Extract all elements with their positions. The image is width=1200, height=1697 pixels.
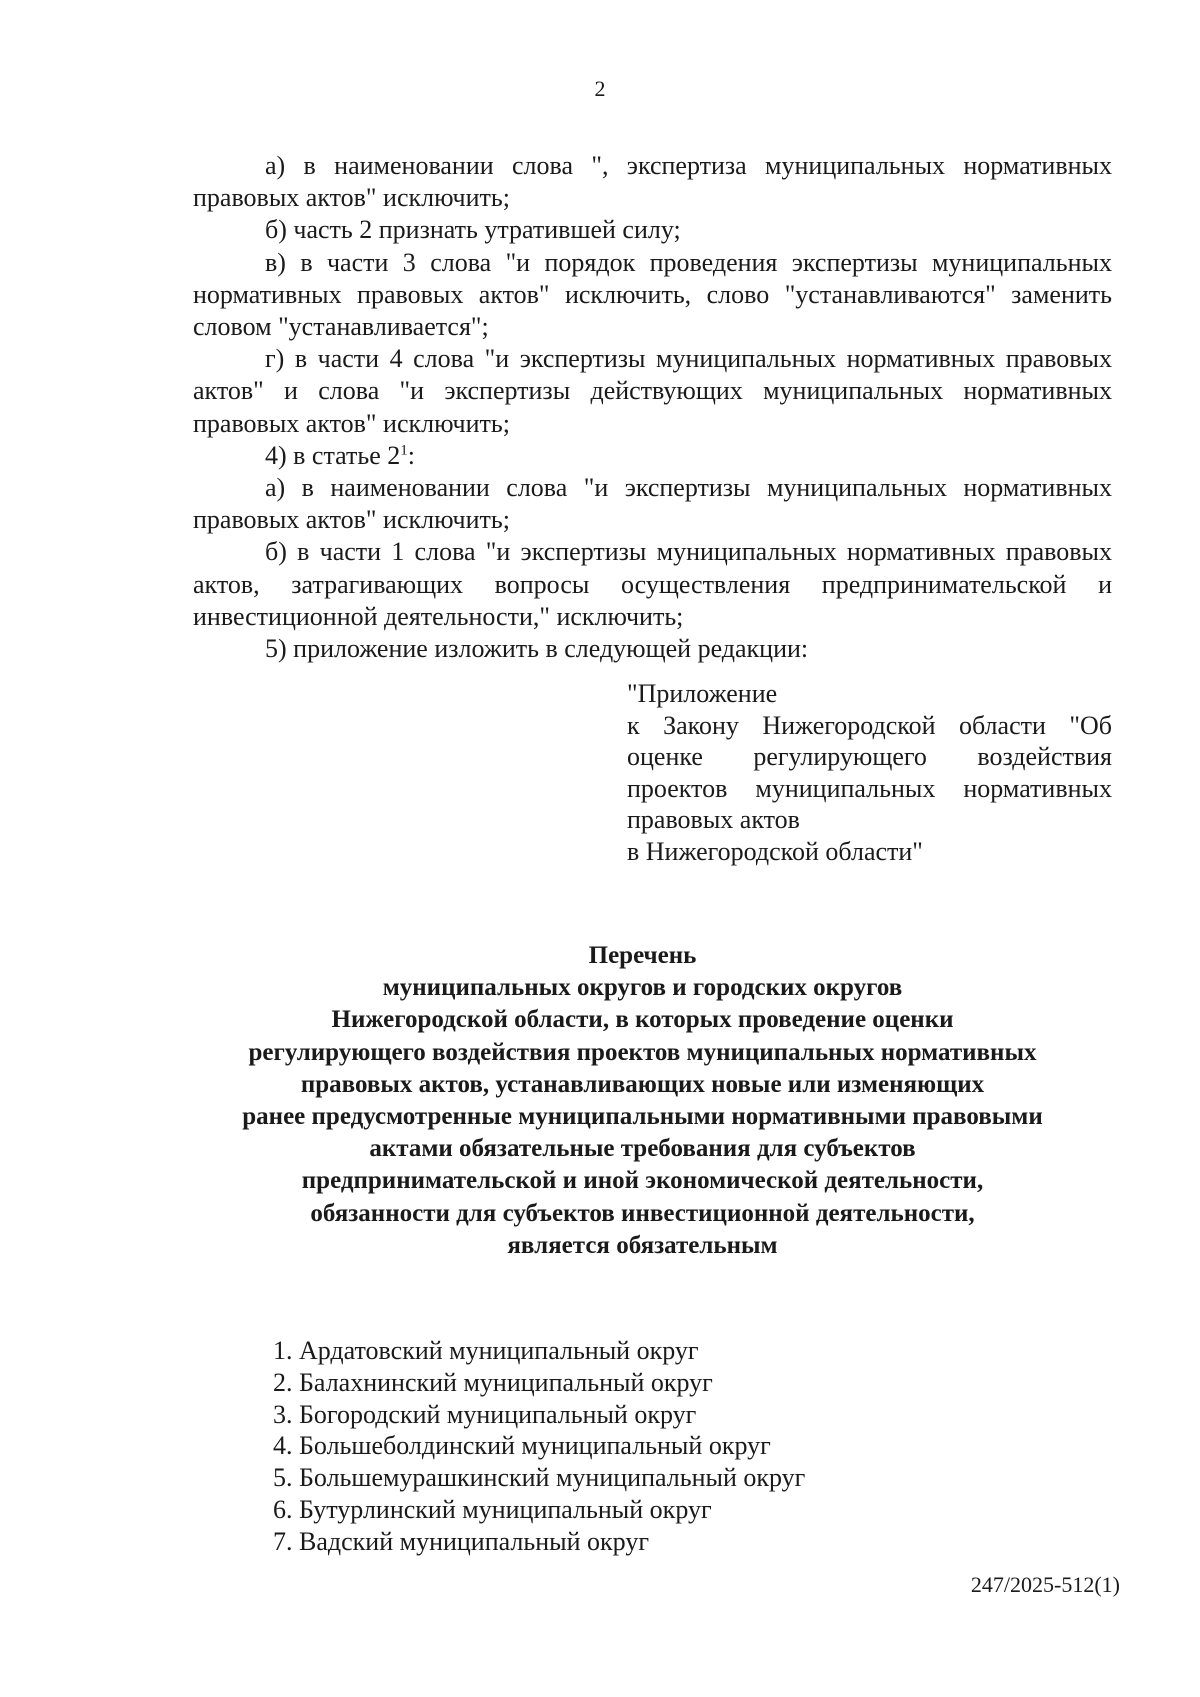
paragraph-3v: в) в части 3 слова "и порядок проведения экспертизы муниципальных нормативных правовых актов" исключить, слово "устанавливаются" заменить словом "устанавливается"; bbox=[193, 247, 1112, 342]
appendix-line-2: к Закону Нижегородской области "Об оценке регулирующего воздействия проектов муниципальных нормативных правовых актов bbox=[627, 710, 1112, 834]
article-item-superscript: 1 bbox=[400, 442, 408, 459]
list-item: 3. Богородский муниципальный округ bbox=[273, 1399, 697, 1429]
article-item-prefix: 4) в статье 2 bbox=[265, 440, 401, 470]
appendix-block bbox=[627, 678, 1112, 867]
list-item: 6. Бутурлинский муниципальный округ bbox=[273, 1494, 712, 1524]
list-heading bbox=[160, 940, 1125, 1262]
list-item: 7. Вадский муниципальный округ bbox=[273, 1526, 649, 1556]
appendix-line-3: в Нижегородской области" bbox=[627, 836, 923, 866]
list-item: 5. Большемурашкинский муниципальный округ bbox=[273, 1463, 806, 1493]
paragraph-3b: б) часть 2 признать утратившей силу; bbox=[265, 215, 681, 245]
amendment-text bbox=[193, 150, 1112, 665]
paragraph-4a: а) в наименовании слова "и экспертизы муниципальных нормативных правовых актов" исключить; bbox=[193, 473, 1112, 535]
list-item: 4. Большеболдинский муниципальный округ bbox=[273, 1431, 771, 1461]
list-item: 1. Ардатовский муниципальный округ bbox=[273, 1336, 699, 1365]
article-item-4 bbox=[193, 440, 1112, 472]
heading-line: Нижегородской области, в которых проведение оценки bbox=[331, 1006, 954, 1034]
heading-line: правовых актов, устанавливающих новые или изменяющих bbox=[300, 1070, 985, 1098]
heading-line: является обязательным bbox=[507, 1231, 778, 1259]
heading-line: регулирующего воздействия проектов муниципальных нормативных bbox=[248, 1038, 1037, 1066]
heading-line: Перечень bbox=[588, 942, 697, 969]
district-list bbox=[273, 1335, 805, 1558]
list-item: 2. Балахнинский муниципальный округ bbox=[273, 1367, 713, 1397]
paragraph-3a: а) в наименовании слова ", экспертиза муниципальных нормативных правовых актов" исключить; bbox=[193, 151, 1112, 213]
heading-line: ранее предусмотренные муниципальными нормативными правовыми bbox=[242, 1103, 1043, 1131]
paragraph-4b: б) в части 1 слова "и экспертизы муниципальных нормативных правовых актов, затрагивающих вопросы осуществления предпринимательской и инвестиционной деятельности," исключить; bbox=[193, 537, 1112, 631]
heading-line: муниципальных округов и городских округов bbox=[382, 974, 903, 1002]
heading-line: актами обязательные требования для субъектов bbox=[369, 1135, 916, 1163]
heading-line: предпринимательской и иной экономической деятельности, bbox=[301, 1167, 984, 1195]
paragraph-3g: г) в части 4 слова "и экспертизы муниципальных нормативных правовых актов" и слова "и экспертизы действующих муниципальных нормативных правовых актов" исключить; bbox=[193, 344, 1112, 438]
appendix-line-1: "Приложение bbox=[627, 679, 778, 708]
document-code: 247/2025-512(1) bbox=[970, 1572, 1120, 1597]
heading-line: обязанности для субъектов инвестиционной деятельности, bbox=[310, 1199, 975, 1227]
page-number: 2 bbox=[594, 76, 606, 101]
paragraph-5: 5) приложение изложить в следующей редакции: bbox=[265, 634, 809, 664]
article-item-suffix: : bbox=[407, 440, 416, 470]
